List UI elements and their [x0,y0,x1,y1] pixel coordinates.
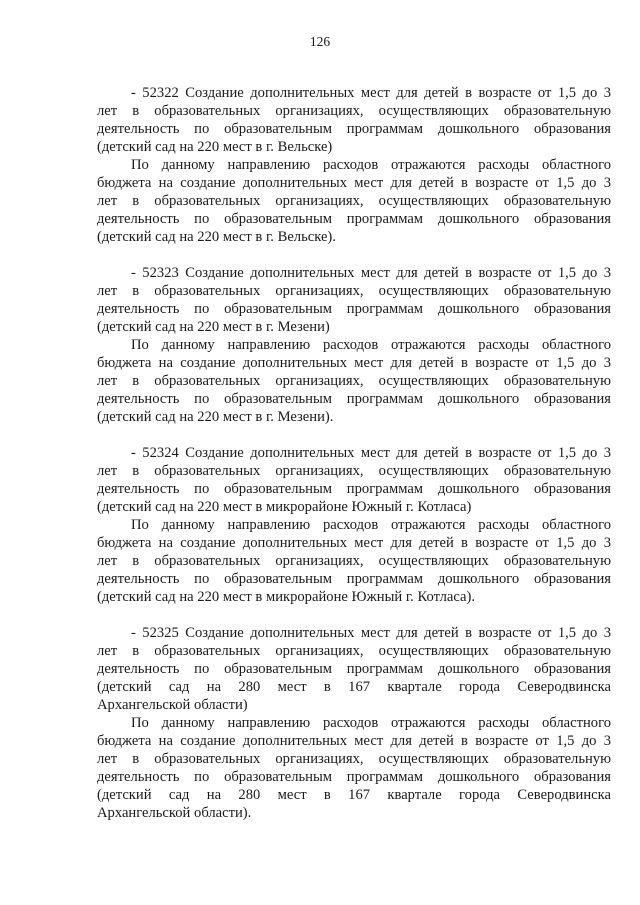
entry-description-line: По данному направлению расходов отражаются расходы областного [131,157,611,173]
entry-text-line: (детский сад на 220 мест в микрорайоне Южный г. Котласа). [97,589,475,605]
entry-text-line: деятельность по образовательным программам дошкольного образования [97,391,611,407]
entry-text-line: (детский сад на 280 мест в 167 квартале города Северодвинска [97,679,611,695]
entry-text-line: (детский сад на 280 мест в 167 квартале города Северодвинска [97,787,611,803]
budget-entry-52324 [97,444,611,606]
entry-text-line: лет в образовательных организациях, осуществляющих образовательную [97,463,611,479]
budget-entry-52323 [97,264,611,426]
entry-text-line: лет в образовательных организациях, осуществляющих образовательную [97,643,611,659]
entry-text-line: лет в образовательных организациях, осуществляющих образовательную [97,751,611,767]
entry-text-line: (детский сад на 220 мест в г. Вельске). [97,229,336,245]
entry-text-line: бюджета на создание дополнительных мест для детей в возрасте от 1,5 до 3 [97,355,611,371]
entry-heading-line: - 52322 Создание дополнительных мест для детей в возрасте от 1,5 до 3 [131,85,611,101]
entry-text-line: лет в образовательных организациях, осуществляющих образовательную [97,373,611,389]
document-body [97,84,611,840]
entry-text-line: лет в образовательных организациях, осуществляющих образовательную [97,553,611,569]
entry-text-line: (детский сад на 220 мест в микрорайоне Южный г. Котласа) [97,499,472,515]
entry-text-line: деятельность по образовательным программам дошкольного образования [97,211,611,227]
entry-description-line: По данному направлению расходов отражаются расходы областного [131,715,611,731]
entry-text-line: (детский сад на 220 мест в г. Мезени). [97,409,334,425]
entry-text-line: Архангельской области). [97,805,252,821]
entry-heading-line: - 52323 Создание дополнительных мест для детей в возрасте от 1,5 до 3 [131,265,611,281]
entry-text-line: (детский сад на 220 мест в г. Вельске) [97,139,333,155]
entry-heading-line: - 52324 Создание дополнительных мест для детей в возрасте от 1,5 до 3 [131,445,611,461]
entry-text-line: деятельность по образовательным программам дошкольного образования [97,481,611,497]
entry-text-line: деятельность по образовательным программам дошкольного образования [97,301,611,317]
entry-text-line: деятельность по образовательным программам дошкольного образования [97,121,611,137]
entry-text-line: бюджета на создание дополнительных мест для детей в возрасте от 1,5 до 3 [97,733,611,749]
entry-text-line: деятельность по образовательным программам дошкольного образования [97,661,611,677]
entry-text-line: лет в образовательных организациях, осуществляющих образовательную [97,193,611,209]
entry-description-line: По данному направлению расходов отражаются расходы областного [131,337,611,353]
entry-description-line: По данному направлению расходов отражаются расходы областного [131,517,611,533]
entry-text-line: бюджета на создание дополнительных мест для детей в возрасте от 1,5 до 3 [97,175,611,191]
entry-text-line: (детский сад на 220 мест в г. Мезени) [97,319,330,335]
entry-text-line: лет в образовательных организациях, осуществляющих образовательную [97,103,611,119]
entry-text-line: деятельность по образовательным программам дошкольного образования [97,769,611,785]
budget-entry-52322 [97,84,611,246]
entry-text-line: деятельность по образовательным программам дошкольного образования [97,571,611,587]
page-number: 126 [309,34,331,49]
entry-text-line: бюджета на создание дополнительных мест для детей в возрасте от 1,5 до 3 [97,535,611,551]
entry-text-line: Архангельской области) [97,697,248,713]
entry-heading-line: - 52325 Создание дополнительных мест для детей в возрасте от 1,5 до 3 [131,625,611,641]
budget-entry-52325 [97,624,611,822]
entry-text-line: лет в образовательных организациях, осуществляющих образовательную [97,283,611,299]
